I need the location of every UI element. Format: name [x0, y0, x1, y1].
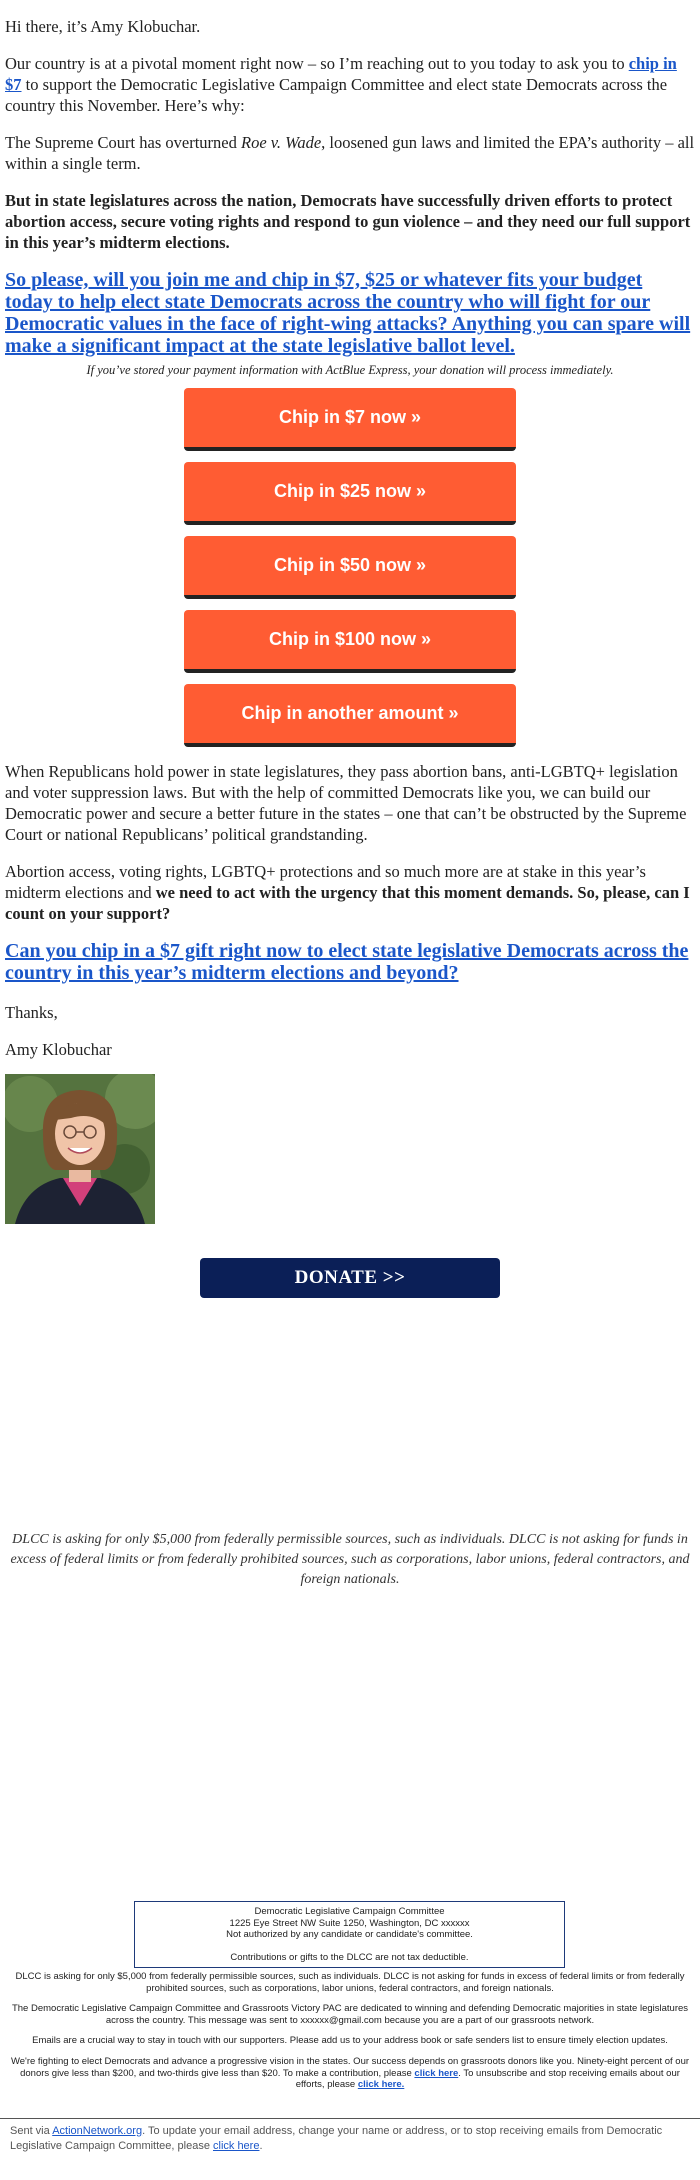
footer-grassroots — [10, 2056, 690, 2091]
signature-name: Amy Klobuchar — [5, 1040, 112, 1059]
intro-paragraph — [5, 53, 695, 116]
footer-grassroots-text: We're fighting to elect Democrats and advance a progressive vision in the states. Our success depends on grassroots donors like you. Ninety-eight percent of our donors give less than $200, and two-thirds give less than $20. To make a contribution, please — [10, 2056, 690, 2079]
stakes-bold-text: we need to act with the urgency that this moment demands. So, please, can I count on your support? — [5, 883, 690, 923]
footer-fed-disclaimer: DLCC is asking for only $5,000 from federally permissible sources, such as individuals. DLCC is not asking for funds in excess of federal limits or from federally prohibited sources, such as corporations, labor unions, federal contractors, and foreign nationals. — [15, 1971, 685, 1994]
chip-50-button[interactable]: Chip in $50 now » — [184, 536, 516, 599]
footer-not-authorized: Not authorized by any candidate or candidate's committee. — [226, 1929, 473, 1940]
intro-text-pre: Our country is at a pivotal moment right now – so I’m reaching out to you today to ask you to — [5, 54, 629, 73]
state-legislatures-paragraph: But in state legislatures across the nation, Democrats have successfully driven efforts to protect abortion access, secure voting rights and respond to gun violence – and they need our full support in this year’s midterm elections. — [5, 191, 691, 252]
supreme-court-paragraph — [5, 132, 695, 174]
footer-disclaimer-box — [134, 1901, 565, 1968]
footer-mission: The Democratic Legislative Campaign Committee and Grassroots Victory PAC are dedicated to winning and defending Democratic majorities in state legislatures across the country. This message was sent to xxxxxx@gmail.com because you are a part of our grassroots network. — [11, 2003, 689, 2026]
chip-25-button[interactable]: Chip in $25 now » — [184, 462, 516, 525]
signoff: Thanks, — [5, 1003, 58, 1022]
chip-100-button[interactable]: Chip in $100 now » — [184, 610, 516, 673]
republicans-paragraph: When Republicans hold power in state legislatures, they pass abortion bans, anti-LGBTQ+ legislation and voter suppression laws. But with the help of committed Democrats like you, we can build our Democratic power and secure a better future in the states – one that can’t be obstructed by the Supreme Court or national Republicans’ political grandstanding. — [5, 762, 687, 844]
sent-via-post: . — [259, 2140, 263, 2152]
footer-address: 1225 Eye Street NW Suite 1250, Washington, DC xxxxxx — [229, 1917, 470, 1929]
manage-email-link[interactable]: click here — [213, 2140, 260, 2152]
footer-not-deductible: Contributions or gifts to the DLCC are not tax deductible. — [230, 1951, 469, 1963]
footer-emails-note: Emails are a crucial way to stay in touch with our supporters. Please add us to your address book or safe senders list to ensure timely election updates. — [32, 2035, 668, 2046]
unsubscribe-link[interactable]: click here. — [357, 2079, 405, 2090]
sent-via-pre: Sent via — [10, 2125, 53, 2137]
chip-other-amount-button[interactable]: Chip in another amount » — [184, 684, 516, 747]
footer-grassroots-mid: . To unsubscribe and stop receiving emails about our efforts, please — [295, 2067, 680, 2090]
greeting: Hi there, it’s Amy Klobuchar. — [5, 17, 201, 36]
portrait-illustration — [5, 1074, 155, 1224]
email-body — [0, 16, 700, 1298]
sent-via-mid: . To update your email address, change your name or address, or to stop receiving emails from Democratic Legislative Campaign Committee, please — [10, 2125, 663, 2152]
donate-button[interactable]: DONATE >> — [200, 1258, 500, 1298]
final-ask-link[interactable]: Can you chip in a $7 gift right now to elect state legislative Democrats across the country in this year’s midterm elections and beyond? — [5, 940, 689, 984]
scotus-text-post: , loosened gun laws and limited the EPA’s authority – all within a single term. — [5, 133, 695, 173]
contribute-link[interactable]: click here — [414, 2067, 459, 2079]
stakes-text: Abortion access, voting rights, LGBTQ+ protections and so much more are at stake in this year’s midterm elections and — [5, 862, 646, 902]
big-ask-link[interactable]: So please, will you join me and chip in $7, $25 or whatever fits your budget today to help elect state Democrats across the country who will fight for our Democratic values in the face of right-wing attacks? Anything you can spare will make a significant impact at the state legislative ballot level. — [5, 269, 691, 357]
actionnetwork-link[interactable]: ActionNetwork.org — [52, 2125, 143, 2137]
scotus-text-pre: The Supreme Court has overturned — [5, 133, 241, 152]
sent-via-note — [10, 2124, 690, 2154]
footer-divider — [0, 2118, 700, 2119]
federal-disclaimer: DLCC is asking for only $5,000 from federally permissible sources, such as individuals. DLCC is not asking for funds in excess of federal limits or from federally prohibited sources, such as corporations, labor unions, federal contractors, and foreign nationals. — [10, 1532, 690, 1587]
actblue-express-note: If you’ve stored your payment information with ActBlue Express, your donation will process immediately. — [86, 363, 614, 377]
chip-7-button[interactable]: Chip in $7 now » — [184, 388, 516, 451]
intro-text-post: to support the Democratic Legislative Campaign Committee and elect state Democrats across the country this November. Here’s why: — [5, 75, 668, 115]
footer-org-name: Democratic Legislative Campaign Committee — [254, 1906, 445, 1917]
stakes-paragraph — [5, 861, 695, 924]
portrait-photo — [5, 1074, 155, 1224]
chip-in-7-link[interactable]: chip in $7 — [5, 54, 677, 94]
chip-buttons-group — [5, 388, 695, 747]
case-name: Roe v. Wade — [240, 133, 322, 152]
